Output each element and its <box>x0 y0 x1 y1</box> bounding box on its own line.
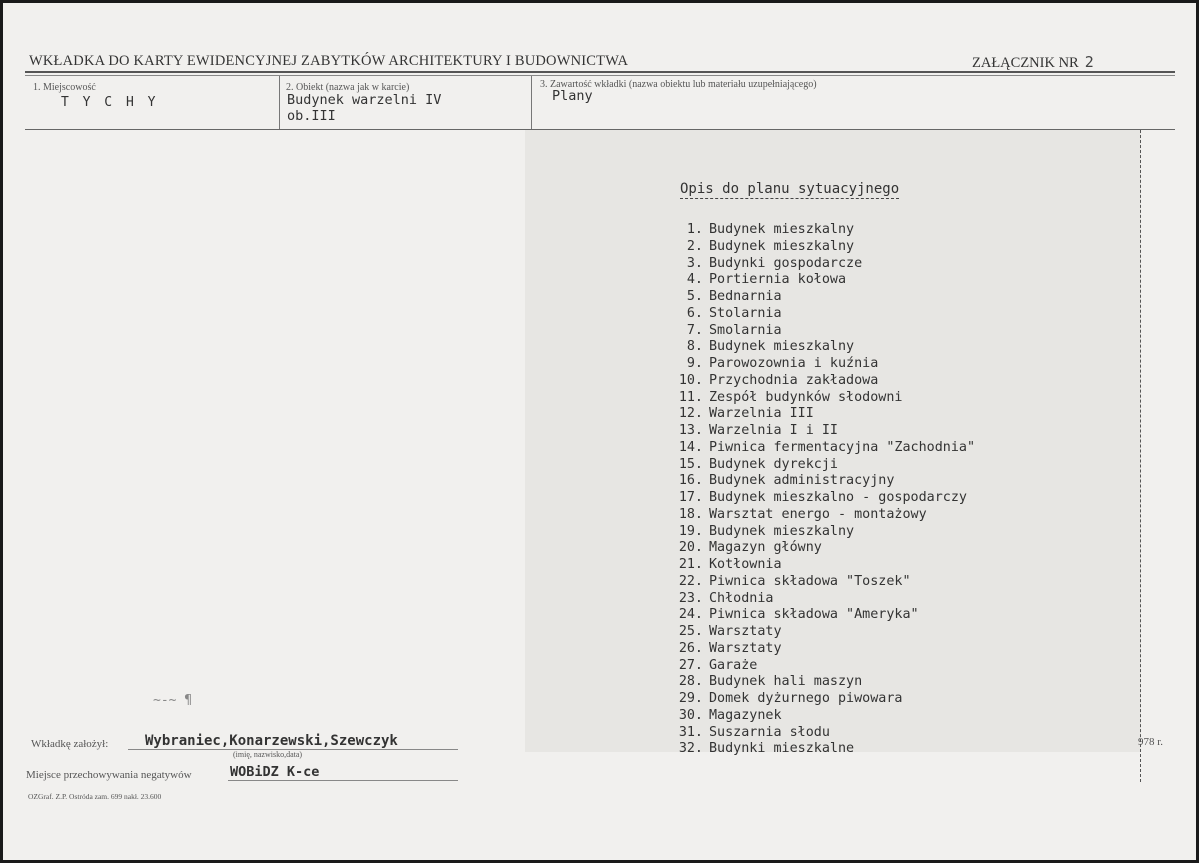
description-list-item <box>663 323 975 340</box>
item-text: Zespół budynków słodowni <box>709 389 903 405</box>
item-text: Kotłownia <box>709 557 782 572</box>
item-text: Budynek administracyjny <box>709 473 895 489</box>
object-value-line2: ob.III <box>287 108 336 124</box>
item-number: 22. <box>678 573 703 589</box>
item-number: 31. <box>678 724 703 740</box>
item-text: Garaże <box>709 657 758 673</box>
item-number: 28. <box>678 674 703 690</box>
item-text: Budynek mieszkalno - gospodarczy <box>709 490 967 505</box>
item-number: 4. <box>686 272 703 288</box>
item-text: Bednarnia <box>709 289 782 304</box>
description-list-item <box>663 658 975 675</box>
form-title: WKŁADKA DO KARTY EWIDENCYJNEJ ZABYTKÓW ARCHITEKTURY I BUDOWNICTWA <box>29 53 629 69</box>
attachment-number <box>972 53 1094 72</box>
item-number: 9. <box>686 356 703 371</box>
item-number: 23. <box>678 590 703 606</box>
item-number: 19. <box>678 523 703 539</box>
description-list-item <box>663 674 975 691</box>
item-number: 6. <box>686 305 703 321</box>
description-list-item <box>663 557 975 574</box>
item-number: 18. <box>678 506 703 522</box>
item-number: 21. <box>678 557 703 572</box>
compiled-by-label: Wkładkę założył: <box>31 738 109 750</box>
description-list-item <box>663 239 975 256</box>
item-text: Przychodnia zakładowa <box>709 372 879 388</box>
item-number: 2. <box>686 238 703 254</box>
description-list-item <box>663 440 975 457</box>
item-text: Warzelnia III <box>709 406 814 422</box>
locality-value: T Y C H Y <box>61 95 159 110</box>
description-list-item <box>663 473 975 490</box>
description-title: Opis do planu sytuacyjnego <box>680 181 900 197</box>
description-list-item <box>663 490 975 507</box>
item-number: 15. <box>678 456 703 472</box>
item-text: Portiernia kołowa <box>709 272 847 288</box>
item-text: Warsztaty <box>709 640 782 656</box>
item-number: 24. <box>678 607 703 623</box>
printer-imprint: OZGraf. Z.P. Ostróda zam. 699 nakł. 23.600 <box>28 792 162 801</box>
description-list-item <box>663 624 975 641</box>
compiled-by-value: Wybraniec,Konarzewski,Szewczyk <box>145 733 398 749</box>
item-number: 27. <box>678 657 703 673</box>
item-text: Budynek dyrekcji <box>709 456 838 472</box>
header-rule-thin <box>25 75 1175 76</box>
description-list-item <box>663 708 975 725</box>
object-value-line1: Budynek warzelni IV <box>287 92 442 108</box>
year-fragment: 978 r. <box>1138 736 1164 748</box>
item-text: Magazynek <box>709 707 782 723</box>
item-text: Budynki gospodarcze <box>709 255 863 271</box>
record-card <box>3 3 1196 860</box>
negatives-location-value: WOBiDZ K-ce <box>230 764 320 780</box>
sheet-edge-dashed <box>1140 130 1141 782</box>
item-number: 17. <box>678 490 703 505</box>
description-list-item <box>663 457 975 474</box>
item-text: Stolarnia <box>709 305 782 321</box>
item-number: 13. <box>678 423 703 438</box>
ink-smudge: ~-~ ¶ <box>153 693 193 708</box>
item-number: 25. <box>678 624 703 639</box>
locality-label: 1. Miejscowość <box>33 82 96 93</box>
field-divider-2 <box>531 76 532 130</box>
description-list-item <box>663 691 975 708</box>
item-number: 14. <box>678 439 703 455</box>
description-list-item <box>663 289 975 306</box>
description-list-item <box>663 423 975 440</box>
description-list-item <box>663 540 975 557</box>
item-text: Magazyn główny <box>709 540 822 556</box>
item-text: Budynek mieszkalny <box>709 238 855 254</box>
item-text: Warsztat energo - montażowy <box>709 506 927 522</box>
item-number: 16. <box>678 473 703 489</box>
object-label: 2. Obiekt (nazwa jak w karcie) <box>286 82 410 93</box>
description-list-item <box>663 574 975 591</box>
description-list-item <box>663 339 975 356</box>
description-list-item <box>663 641 975 658</box>
item-text: Warsztaty <box>709 624 782 639</box>
description-list-item <box>663 591 975 608</box>
item-number: 7. <box>686 322 703 338</box>
item-text: Budynek mieszkalny <box>709 523 855 539</box>
item-text: Piwnica fermentacyjna "Zachodnia" <box>709 439 976 455</box>
description-list-item <box>663 272 975 289</box>
item-text: Budynki mieszkalne <box>709 741 855 757</box>
description-list-item <box>663 725 975 742</box>
item-text: Budynek mieszkalny <box>709 222 855 237</box>
item-number: 11. <box>678 389 703 405</box>
item-number: 3. <box>686 255 703 271</box>
item-number: 26. <box>678 640 703 656</box>
negatives-location-label: Miejsce przechowywania negatywów <box>26 769 192 781</box>
compiled-by-caption: (imię, nazwisko,data) <box>233 750 303 759</box>
description-list-item <box>663 607 975 624</box>
description-list-item <box>663 741 975 758</box>
content-label: 3. Zawartość wkładki (nazwa obiektu lub materiału uzupełniającego) <box>540 79 817 90</box>
content-value: Plany <box>552 88 593 104</box>
item-text: Chłodnia <box>709 590 774 606</box>
description-list-item <box>663 256 975 273</box>
item-number: 8. <box>686 339 703 355</box>
item-number: 5. <box>686 289 703 304</box>
item-number: 20. <box>678 540 703 556</box>
item-number: 32. <box>678 741 703 757</box>
item-number: 29. <box>678 691 703 706</box>
description-list-item <box>663 373 975 390</box>
description-list-item <box>663 390 975 407</box>
description-list-item <box>663 406 975 423</box>
header-rule <box>25 71 1175 73</box>
item-text: Parowozownia i kuźnia <box>709 356 879 371</box>
item-number: 10. <box>678 372 703 388</box>
attachment-number-value: 2 <box>1084 53 1094 71</box>
item-text: Smolarnia <box>709 322 782 338</box>
item-text: Suszarnia słodu <box>709 724 830 740</box>
item-text: Piwnica składowa "Ameryka" <box>709 607 919 623</box>
item-text: Warzelnia I i II <box>709 423 838 438</box>
item-text: Piwnica składowa "Toszek" <box>709 573 911 589</box>
item-text: Budynek hali maszyn <box>709 674 863 690</box>
item-number: 30. <box>678 707 703 723</box>
negatives-location-line <box>228 780 458 781</box>
item-number: 1. <box>686 222 703 237</box>
description-list <box>663 222 975 758</box>
description-list-item <box>663 507 975 524</box>
field-divider-1 <box>279 76 280 130</box>
description-list-item <box>663 356 975 373</box>
attachment-label: ZAŁĄCZNIK NR <box>972 55 1079 71</box>
item-text: Domek dyżurnego piwowara <box>709 691 903 706</box>
description-list-item <box>663 306 975 323</box>
item-text: Budynek mieszkalny <box>709 339 855 355</box>
description-list-item <box>663 524 975 541</box>
description-list-item <box>663 222 975 239</box>
item-number: 12. <box>678 406 703 422</box>
